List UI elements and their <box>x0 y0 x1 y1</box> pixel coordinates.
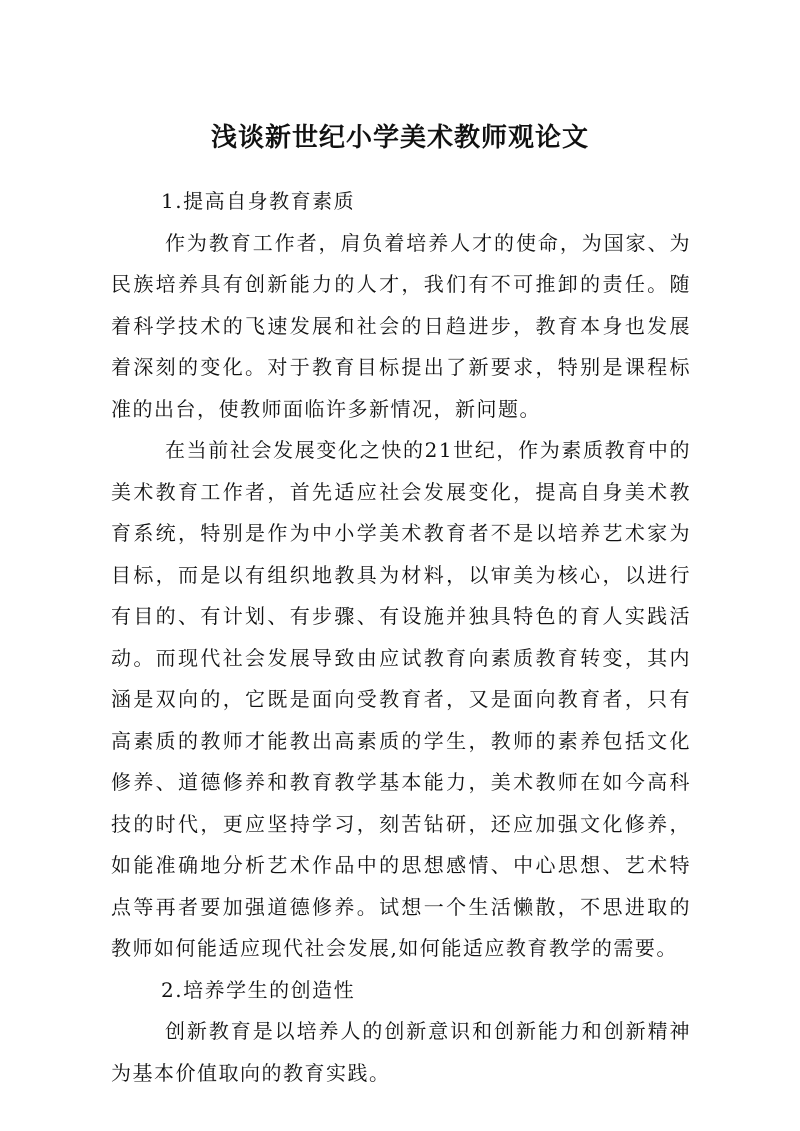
section-heading-2: 2.培养学生的创造性 <box>161 977 356 1002</box>
document-title: 浅谈新世纪小学美术教师观论文 <box>210 123 589 154</box>
paragraph-2: 在当前社会发展变化之快的21世纪，作为素质教育中的美术教育工作者，首先适应社会发展变化，提高自身美术教育系统，特别是作为中小学美术教育者不是以培养艺术家为目标，而是以有组织地教具为材料，以审美为核心，以进行有目的、有计划、有步骤、有设施并独具特色的育人实践活动。而现代社会发展导致由应试教育向素质教育转变，其内涵是双向的，它既是面向受教育者，又是面向教育者，只有高素质的教师才能教出高素质的学生，教师的素养包括文化修养、道德修养和教育教学基本能力，美术教师在如今高科技的时代，更应坚持学习，刻苦钻研，还应加强文化修养，如能准确地分析艺术作品中的思想感情、中心思想、艺术特点等再者要加强道德修养。试想一个生活懒散，不思进取的教师如何能适应现代社会发展,如何能适应教育教学的需要。 <box>111 438 691 960</box>
document-body <box>111 181 691 1094</box>
paragraph-1: 作为教育工作者，肩负着培养人才的使命，为国家、为民族培养具有创新能力的人才，我们有不可推卸的责任。随着科学技术的飞速发展和社会的日趋进步，教育本身也发展着深刻的变化。对于教育目标提出了新要求，特别是课程标准的出台，使教师面临许多新情况，新问题。 <box>111 230 691 421</box>
paragraph-3: 创新教育是以培养人的创新意识和创新能力和创新精神为基本价值取向的教育实践。 <box>111 1019 691 1085</box>
section-heading-1: 1.提高自身教育素质 <box>161 189 356 213</box>
